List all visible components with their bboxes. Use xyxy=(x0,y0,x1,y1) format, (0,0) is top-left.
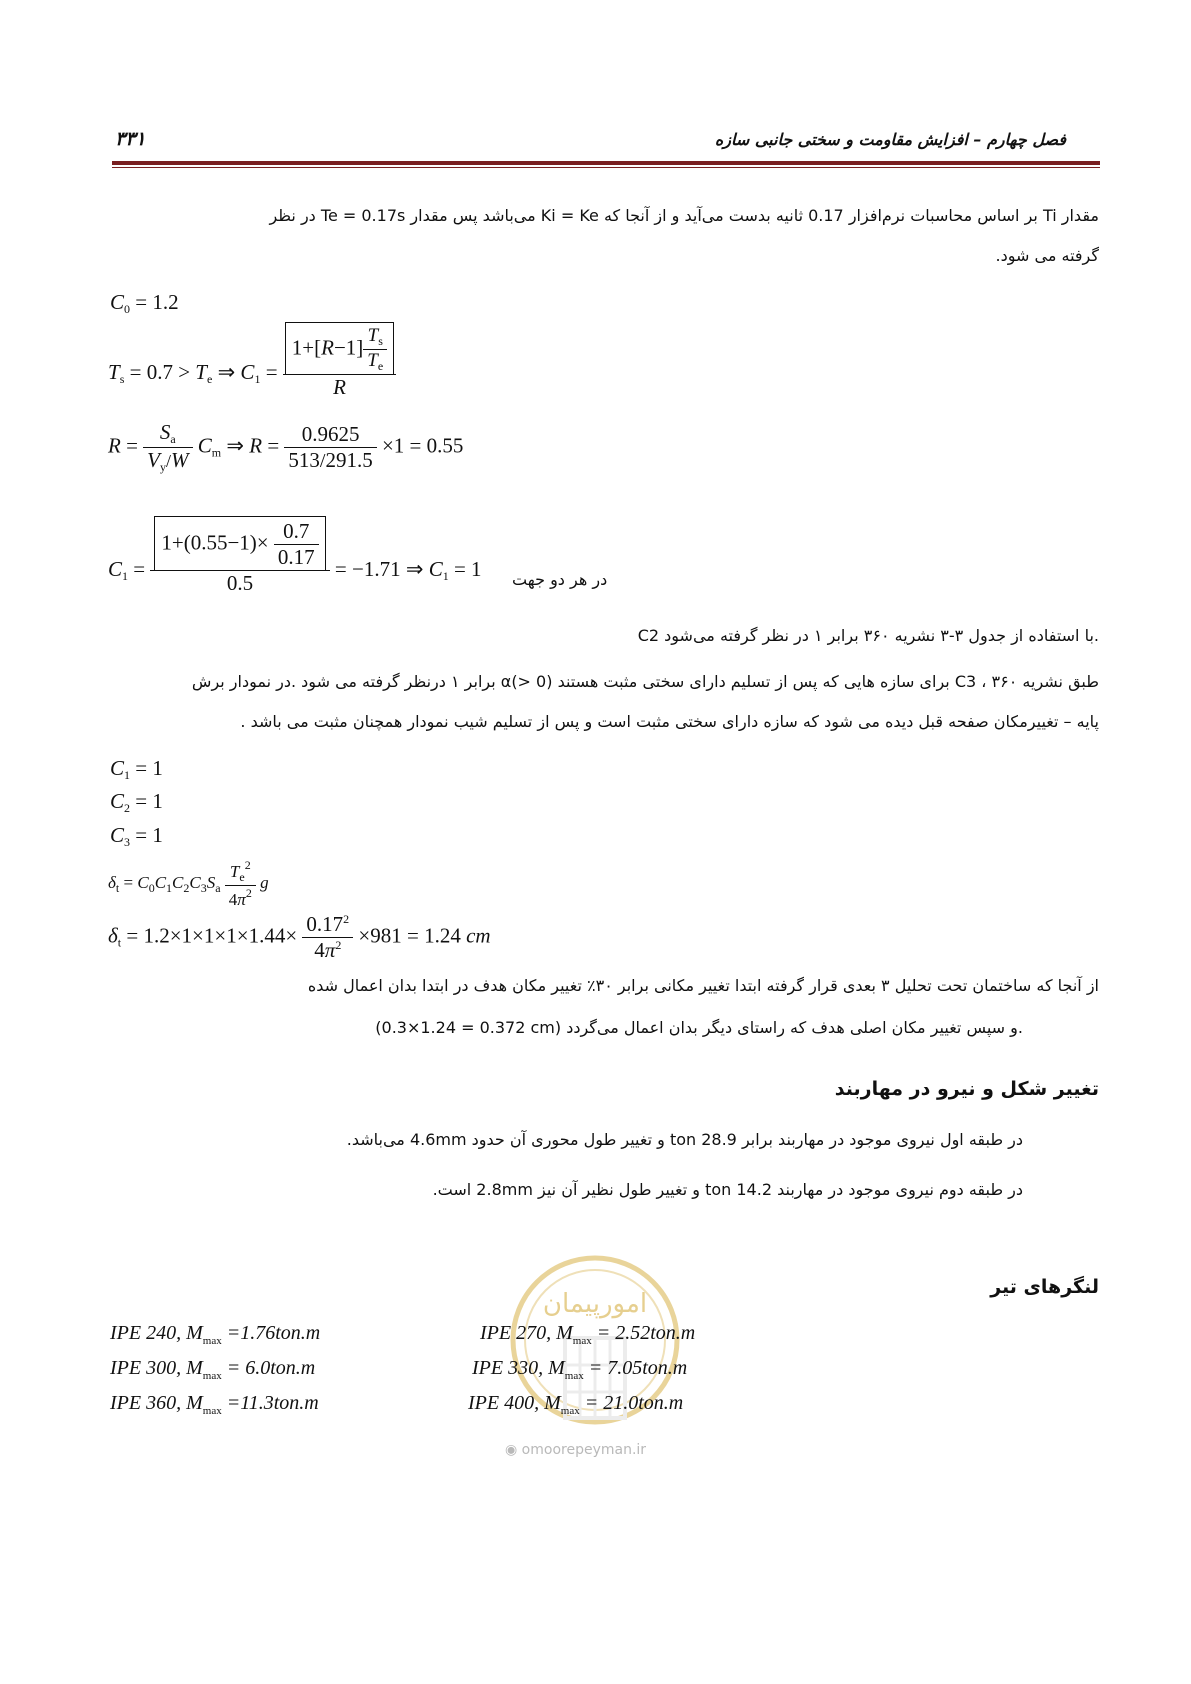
section-brace-title: تغییر شکل و نیرو در مهاربند xyxy=(834,1078,1099,1100)
section-moment-title: لنگرهای تیر xyxy=(990,1276,1099,1298)
chapter-title: فصل چهارم – افزایش مقاومت و سختی جانبی سازه xyxy=(714,130,1066,149)
ipe360-moment: IPE 360, $M_{max} =11.3ton.m$ xyxy=(110,1392,319,1417)
watermark-logo-text: امورپیمان xyxy=(542,1289,648,1319)
para1-line2: گرفته می شود. xyxy=(995,246,1099,265)
eq-delta-formula: $\delta_t = C_0C_1C_2C_3S_a$ $\frac{T_e^2}{4\pi^2}$ g xyxy=(108,858,269,909)
ipe400-moment: IPE 400, $M_{max} = 21.0ton.m$ xyxy=(468,1392,684,1417)
page-number: ۳۳۱ xyxy=(115,128,146,150)
watermark-url: ◉ omoorepeyman.ir xyxy=(505,1442,647,1458)
c3-line1: طبق نشریه ۳۶۰ ، C3 برای سازه هایی که پس از تسلیم دارای سختی مثبت هستند (α(> 0 برابر ۱ درنظر گرفته می شود .در نمودار برش xyxy=(191,672,1099,691)
eq-c3-one: $C_3 = 1$ xyxy=(110,823,163,849)
header-rule xyxy=(112,161,1100,165)
para3-line1: از آنجا که ساختمان تحت تحلیل ۳ بعدی قرار گرفته ابتدا تغییر مکانی برابر ۳۰٪ تغییر مکان هدف در ابتدا بدان اعمال شده xyxy=(307,976,1099,995)
eq-c1-numeric: $C_1$ = 1+(0.55−1)× $\frac{0.7}{0.17}$ 0.5 = −1.71 ⇒ $C_1 = 1$ xyxy=(108,516,482,596)
eq-c2-one: $C_2 = 1$ xyxy=(110,789,163,815)
c3-line2: پایه – تغییرمکان صفحه قبل دیده می شود که سازه دارای سختی مثبت است و پس از تسلیم شیب نمودار همچنان مثبت می باشد . xyxy=(240,712,1099,731)
para3-line2: (0.3×1.24 = 0.372 cm) و سپس تغییر مکان اصلی هدف که راستای دیگر بدان اعمال می‌گردد. xyxy=(375,1018,1023,1037)
eq-c0: $C_0 = 1.2$ xyxy=(110,290,179,316)
ipe240-moment: IPE 240, $M_{max} =1.76ton.m$ xyxy=(110,1322,321,1347)
eq-c1-suffix: در هر دو جهت xyxy=(512,570,608,589)
ipe270-moment: IPE 270, $M_{max} = 2.52ton.m$ xyxy=(480,1322,696,1347)
watermark-logo xyxy=(500,1250,690,1455)
brace-line1: در طبقه اول نیروی موجود در مهاربند برابر 28.9 ton و تغییر طول محوری آن حدود 4.6mm می‌باشد. xyxy=(346,1130,1023,1149)
eq-c1-one: $C_1 = 1$ xyxy=(110,756,163,782)
para1-line1: مقدار Ti بر اساس محاسبات نرم‌افزار 0.17 ثانیه بدست می‌آید و از آنجا که Ki = Ke می‌باشد پس مقدار Te = 0.17s در نظر xyxy=(269,206,1099,225)
header-rule-thin xyxy=(112,167,1100,168)
eq-r: R = $\frac{S_a}{V_y/W}$ $C_m$ ⇒ R = $\frac{0.9625}{513/291.5}$ ×1 = 0.55 xyxy=(108,420,464,474)
ipe330-moment: IPE 330, $M_{max} = 7.05ton.m$ xyxy=(472,1357,688,1382)
eq-c1-formula: $T_s = 0.7 > T_e$ ⇒ $C_1$ = 1+[R−1] $\frac{T_s}{T_e}$ R xyxy=(108,322,396,400)
c2-line: C2 با استفاده از جدول ۳-۳ نشریه ۳۶۰ برابر ۱ در نظر گرفته می‌شود. xyxy=(637,626,1099,645)
eq-delta-numeric: $\delta_t = 1.2\times 1\times 1\times 1\times 1.44\times$ $\frac{0.17^2}{4\pi^2}$ ×981 = 1.24 cm xyxy=(108,912,491,962)
brace-line2: در طبقه دوم نیروی موجود در مهاربند 14.2 ton و تغییر طول نظیر آن نیز 2.8mm است. xyxy=(432,1180,1023,1199)
ipe300-moment: IPE 300, $M_{max} = 6.0ton.m$ xyxy=(110,1357,316,1382)
